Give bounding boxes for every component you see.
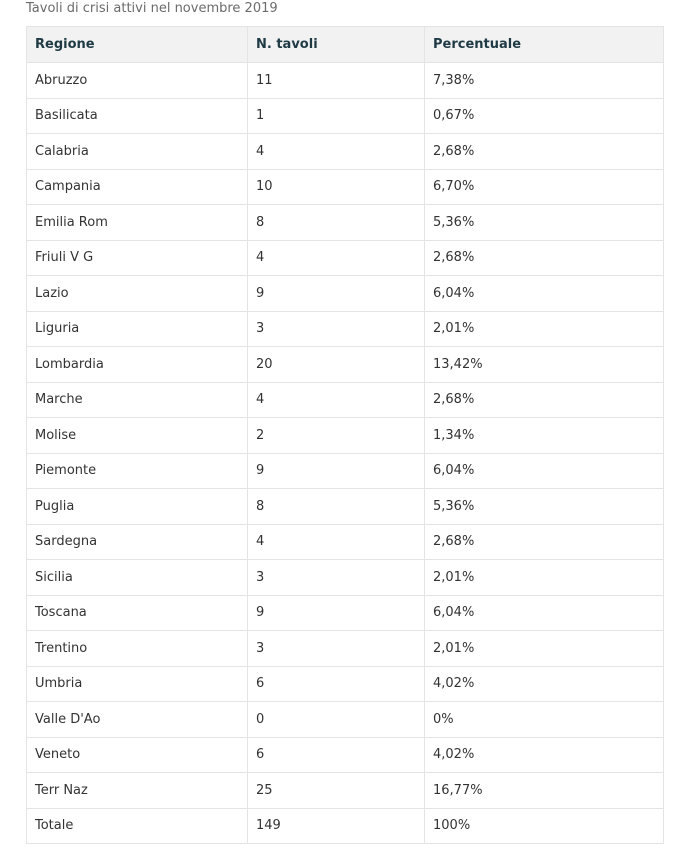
- cell-regione: Molise: [27, 418, 248, 454]
- table-row: [27, 169, 664, 205]
- cell-percentuale: 2,68%: [425, 382, 664, 418]
- cell-percentuale: 2,68%: [425, 524, 664, 560]
- table-row: [27, 382, 664, 418]
- table-row: [27, 205, 664, 241]
- cell-regione: Totale: [27, 808, 248, 844]
- cell-n-tavoli: 1: [248, 98, 425, 134]
- cell-n-tavoli: 8: [248, 205, 425, 241]
- cell-percentuale: 7,38%: [425, 63, 664, 99]
- cell-regione: Basilicata: [27, 98, 248, 134]
- column-header-n-tavoli: N. tavoli: [248, 27, 425, 63]
- cell-regione: Puglia: [27, 489, 248, 525]
- column-header-percentuale: Percentuale: [425, 27, 664, 63]
- cell-percentuale: 2,01%: [425, 631, 664, 667]
- cell-n-tavoli: 2: [248, 418, 425, 454]
- cell-regione: Trentino: [27, 631, 248, 667]
- cell-n-tavoli: 4: [248, 240, 425, 276]
- cell-n-tavoli: 149: [248, 808, 425, 844]
- cell-regione: Toscana: [27, 595, 248, 631]
- cell-regione: Veneto: [27, 737, 248, 773]
- cell-n-tavoli: 3: [248, 560, 425, 596]
- table-row: [27, 98, 664, 134]
- table-row: [27, 240, 664, 276]
- cell-regione: Campania: [27, 169, 248, 205]
- cell-regione: Lombardia: [27, 347, 248, 383]
- table-row: [27, 63, 664, 99]
- cell-regione: Sicilia: [27, 560, 248, 596]
- cell-regione: Liguria: [27, 311, 248, 347]
- cell-n-tavoli: 9: [248, 453, 425, 489]
- cell-percentuale: 5,36%: [425, 205, 664, 241]
- cell-n-tavoli: 20: [248, 347, 425, 383]
- table-row: [27, 524, 664, 560]
- table-header: [27, 27, 664, 63]
- cell-percentuale: 13,42%: [425, 347, 664, 383]
- table-body: [27, 63, 664, 844]
- table-row: [27, 560, 664, 596]
- cell-regione: Calabria: [27, 134, 248, 170]
- table-row: [27, 134, 664, 170]
- cell-n-tavoli: 10: [248, 169, 425, 205]
- cell-percentuale: 1,34%: [425, 418, 664, 454]
- cell-regione: Umbria: [27, 666, 248, 702]
- table-row: [27, 631, 664, 667]
- table-row: [27, 666, 664, 702]
- cell-n-tavoli: 4: [248, 524, 425, 560]
- cell-n-tavoli: 4: [248, 382, 425, 418]
- table-row: [27, 347, 664, 383]
- cell-regione: Marche: [27, 382, 248, 418]
- cell-regione: Lazio: [27, 276, 248, 312]
- cell-n-tavoli: 25: [248, 773, 425, 809]
- table-header-row: [27, 27, 664, 63]
- cell-n-tavoli: 9: [248, 276, 425, 312]
- cell-n-tavoli: 3: [248, 311, 425, 347]
- cell-n-tavoli: 0: [248, 702, 425, 738]
- table-row: [27, 311, 664, 347]
- cell-percentuale: 2,01%: [425, 311, 664, 347]
- cell-regione: Valle D'Ao: [27, 702, 248, 738]
- table-row: [27, 595, 664, 631]
- cell-regione: Sardegna: [27, 524, 248, 560]
- table-row: [27, 276, 664, 312]
- cell-percentuale: 2,01%: [425, 560, 664, 596]
- cell-percentuale: 16,77%: [425, 773, 664, 809]
- cell-regione: Emilia Rom: [27, 205, 248, 241]
- cell-n-tavoli: 9: [248, 595, 425, 631]
- cell-n-tavoli: 4: [248, 134, 425, 170]
- cell-percentuale: 5,36%: [425, 489, 664, 525]
- cell-percentuale: 100%: [425, 808, 664, 844]
- cell-n-tavoli: 11: [248, 63, 425, 99]
- cell-percentuale: 6,04%: [425, 595, 664, 631]
- table-row: [27, 489, 664, 525]
- table-row: [27, 453, 664, 489]
- table-row: [27, 773, 664, 809]
- crisis-tables-table: [26, 26, 664, 844]
- table-caption: Tavoli di crisi attivi nel novembre 2019: [26, 1, 278, 16]
- table-row: [27, 808, 664, 844]
- cell-n-tavoli: 8: [248, 489, 425, 525]
- cell-n-tavoli: 6: [248, 666, 425, 702]
- cell-percentuale: 0,67%: [425, 98, 664, 134]
- cell-n-tavoli: 3: [248, 631, 425, 667]
- table-row: [27, 702, 664, 738]
- cell-regione: Abruzzo: [27, 63, 248, 99]
- cell-percentuale: 2,68%: [425, 240, 664, 276]
- crisis-tables-table-container: [26, 26, 663, 844]
- cell-regione: Friuli V G: [27, 240, 248, 276]
- column-header-regione: Regione: [27, 27, 248, 63]
- cell-regione: Terr Naz: [27, 773, 248, 809]
- cell-percentuale: 6,04%: [425, 453, 664, 489]
- cell-percentuale: 2,68%: [425, 134, 664, 170]
- cell-percentuale: 4,02%: [425, 737, 664, 773]
- table-row: [27, 418, 664, 454]
- cell-n-tavoli: 6: [248, 737, 425, 773]
- cell-percentuale: 4,02%: [425, 666, 664, 702]
- cell-percentuale: 6,04%: [425, 276, 664, 312]
- cell-percentuale: 6,70%: [425, 169, 664, 205]
- cell-regione: Piemonte: [27, 453, 248, 489]
- table-row: [27, 737, 664, 773]
- cell-percentuale: 0%: [425, 702, 664, 738]
